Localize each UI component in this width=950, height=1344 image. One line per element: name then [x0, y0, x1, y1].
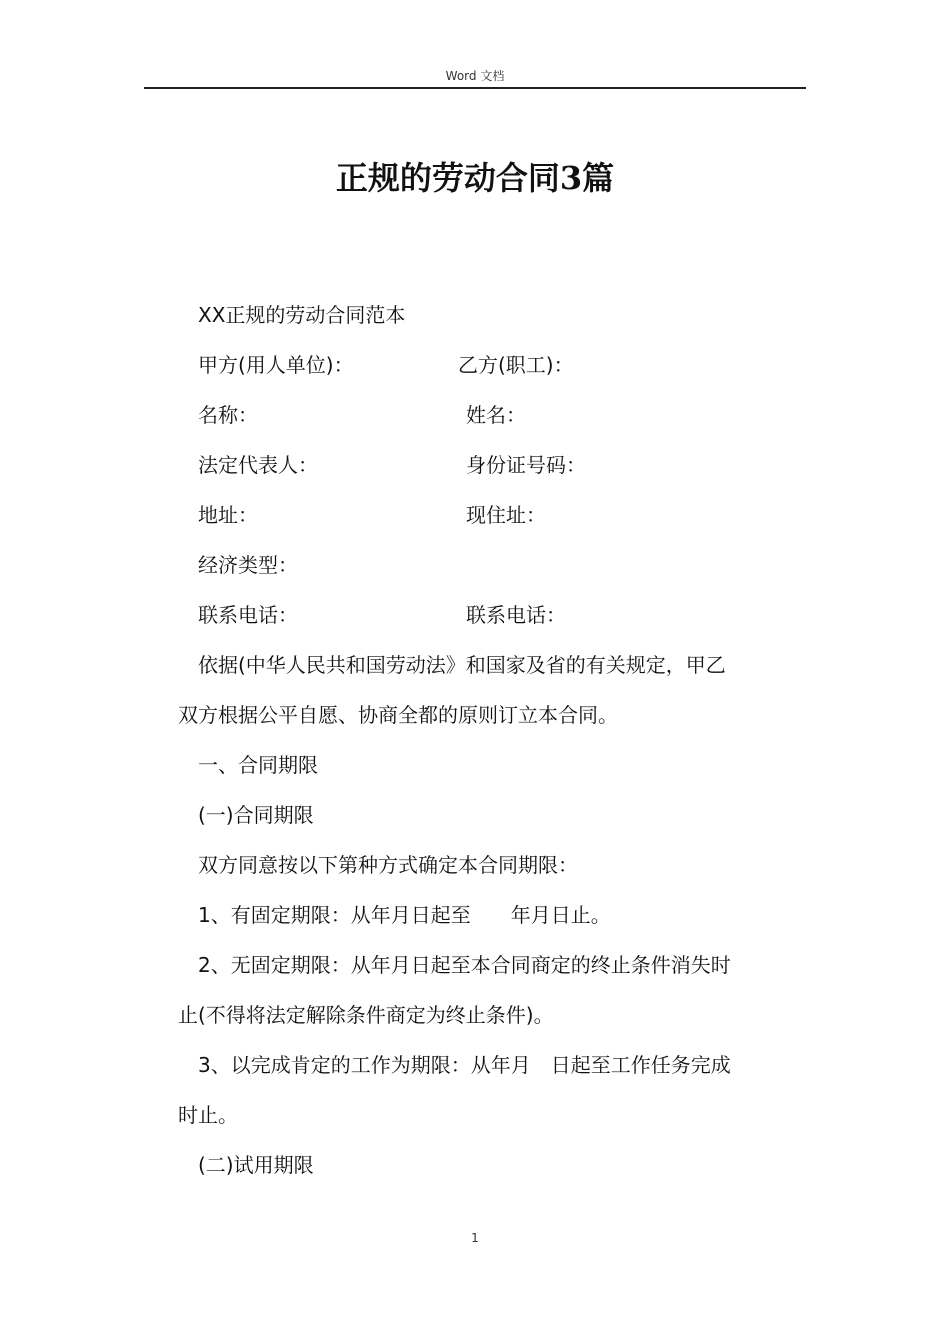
section-heading: 一、合同期限: [198, 753, 318, 777]
subsection-heading: (一)合同期限: [198, 803, 314, 827]
address-label: 地址：: [198, 503, 258, 527]
party-b-label: 乙方(职工)：: [458, 353, 574, 377]
phone-label-b: 联系电话：: [466, 603, 566, 627]
phone-label-a: 联系电话：: [198, 603, 298, 627]
id-number-label: 身份证号码：: [466, 453, 586, 477]
term-item-3-line1: 3、以完成肯定的工作为期限：从年月 日起至工作任务完成: [198, 1053, 731, 1077]
current-address-label: 现住址：: [466, 503, 546, 527]
name-label: 名称：: [198, 403, 258, 427]
page-header-label: Word 文档: [445, 69, 505, 83]
term-item-3-line2: 时止。: [178, 1103, 238, 1127]
page-number: 1: [471, 1231, 479, 1245]
party-a-label: 甲方(用人单位)：: [198, 353, 354, 377]
term-item-2-line2: 止(不得将法定解除条件商定为终止条件)。: [178, 1003, 554, 1027]
term-item-2-line1: 2、无固定期限：从年月日起至本合同商定的终止条件消失时: [198, 953, 731, 977]
term-item-1: 1、有固定期限：从年月日起至 年月日止。: [198, 903, 611, 927]
document-title: 正规的劳动合同3篇: [335, 159, 615, 197]
economy-type-label: 经济类型：: [198, 553, 298, 577]
subsection-heading: (二)试用期限: [198, 1153, 314, 1177]
legal-rep-label: 法定代表人：: [198, 453, 318, 477]
intro-paragraph-line2: 双方根据公平自愿、协商全都的原则订立本合同。: [178, 703, 618, 727]
contract-subtitle: XX正规的劳动合同范本: [198, 303, 406, 327]
intro-paragraph-line1: 依据(中华人民共和国劳动法》和国家及省的有关规定，甲乙: [198, 653, 726, 677]
person-name-label: 姓名：: [466, 403, 526, 427]
header-divider: [144, 87, 806, 89]
term-intro: 双方同意按以下第种方式确定本合同期限：: [198, 853, 578, 877]
